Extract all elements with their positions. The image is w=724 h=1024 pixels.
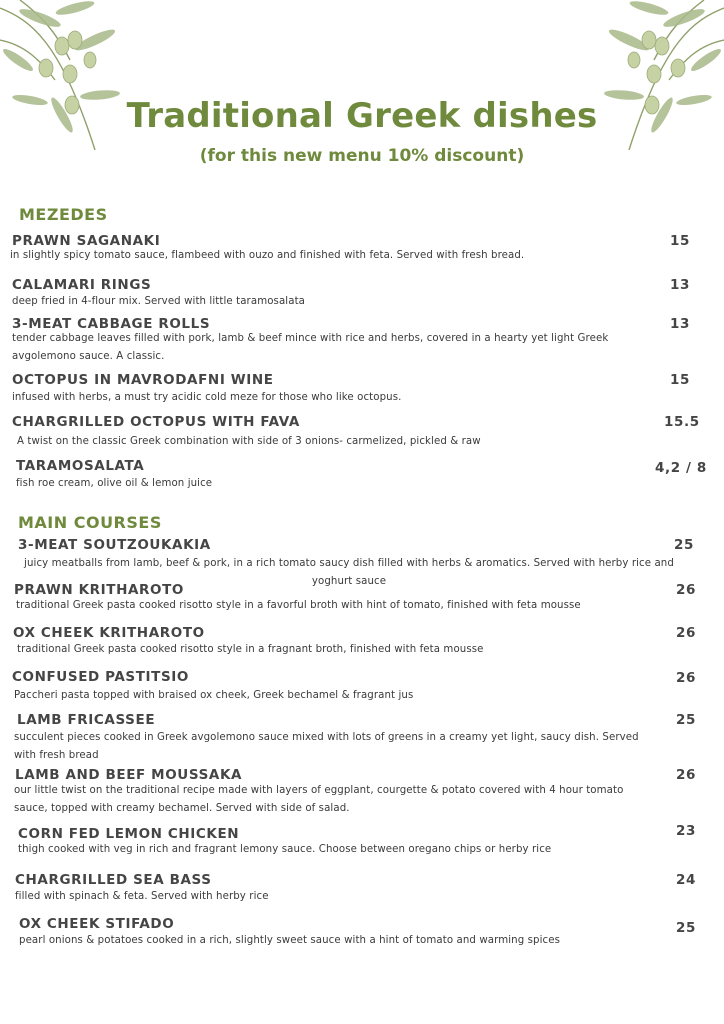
item-description: filled with spinach & feta. Served with herby rice [15,891,269,902]
item-price: 25 [674,537,694,553]
item-description: fish roe cream, olive oil & lemon juice [16,478,213,489]
section-title-mezedes: MEZEDES [19,205,108,224]
item-price: 26 [676,767,696,783]
item-price: 13 [670,277,690,293]
item-description: juicy meatballs from lamb, beef & pork, in a rich tomato saucy dish filled with herbs & aromatics. Served with herby rice and yoghurt sauce [24,558,674,587]
item-name: OCTOPUS IN MAVRODAFNI WINE [12,372,274,388]
item-price: 15 [670,372,690,388]
item-name: CHARGRILLED OCTOPUS WITH FAVA [12,414,300,430]
discount-subtitle: (for this new menu 10% discount) [199,146,525,166]
item-price: 13 [670,316,690,332]
item-price: 4,2 / 8 [655,460,707,476]
item-name: TARAMOSALATA [16,458,145,474]
item-price: 26 [676,625,696,641]
item-description: tender cabbage leaves filled with pork, lamb & beef mince with rice and herbs, covered in a hearty yet light Greek avgolemono sauce. A classic. [12,333,609,362]
page-title: Traditional Greek dishes [126,96,598,136]
item-price: 15 [670,233,690,249]
item-description: traditional Greek pasta cooked risotto style in a fragnant broth, finished with feta mousse [17,644,484,655]
item-name: LAMB FRICASSEE [17,712,156,728]
item-description: pearl onions & potatoes cooked in a rich, slightly sweet sauce with a hint of tomato and warming spices [19,935,561,946]
item-price: 26 [676,582,696,598]
section-title-main-courses: MAIN COURSES [18,513,162,532]
item-price: 26 [676,670,696,686]
item-name: OX CHEEK KRITHAROTO [13,625,205,641]
item-description: succulent pieces cooked in Greek avgolemono sauce mixed with lots of greens in a creamy yet light, saucy dish. Served with fresh bread [14,732,639,761]
item-description: thigh cooked with veg in rich and fragrant lemony sauce. Choose between oregano chips or herby rice [18,844,552,855]
item-description: infused with herbs, a must try acidic cold meze for those who like octopus. [12,392,402,403]
item-price: 23 [676,823,696,839]
item-name: OX CHEEK STIFADO [19,916,175,932]
item-name: CORN FED LEMON CHICKEN [18,826,240,842]
item-name: CHARGRILLED SEA BASS [15,872,212,888]
item-description: our little twist on the traditional recipe made with layers of eggplant, courgette & potato covered with 4 hour tomato sauce, topped with creamy bechamel. Served with side of salad. [14,785,624,814]
item-name: CALAMARI RINGS [12,277,152,293]
item-name: 3-MEAT SOUTZOUKAKIA [18,537,211,553]
item-name: PRAWN SAGANAKI [12,233,161,249]
item-description: in slightly spicy tomato sauce, flambeed with ouzo and finished with feta. Served with fresh bread. [10,250,525,261]
item-description: deep fried in 4-flour mix. Served with little taramosalata [12,296,306,307]
item-description: A twist on the classic Greek combination with side of 3 onions- carmelized, pickled & raw [17,436,481,447]
item-price: 24 [676,872,696,888]
item-price: 25 [676,712,696,728]
item-price: 25 [676,920,696,936]
item-description: traditional Greek pasta cooked risotto style in a favorful broth with hint of tomato, finished with feta mousse [16,600,581,611]
item-name: LAMB AND BEEF MOUSSAKA [15,767,243,783]
item-price: 15.5 [664,414,700,430]
item-name: 3-MEAT CABBAGE ROLLS [12,316,211,332]
item-description: Paccheri pasta topped with braised ox cheek, Greek bechamel & fragrant jus [14,690,414,701]
item-name: PRAWN KRITHAROTO [14,582,185,598]
item-name: CONFUSED PASTITSIO [12,669,190,685]
